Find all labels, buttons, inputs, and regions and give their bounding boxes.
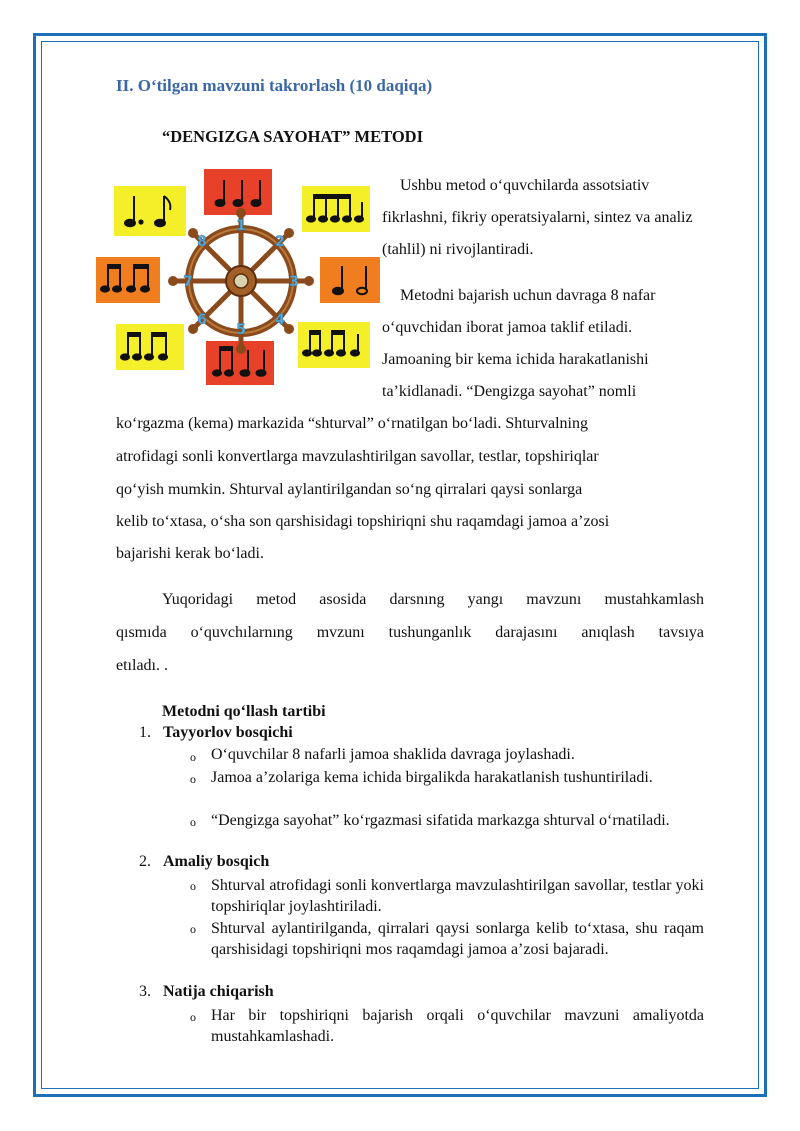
wheel-number: 5 [236, 322, 246, 338]
wheel-number: 7 [183, 274, 193, 290]
list-item: Shturval atrofidagi sonli konvertlarga mavzulashtirilgan savollar, testlar yoki topshiriqlar joylashtiriladi. [211, 877, 704, 915]
list-item: “Dengizga sayohat” ko‘rgazmasi sifatida markazga shturval o‘rnatiladi. [211, 812, 670, 829]
wheel-number: 6 [197, 312, 207, 328]
intro-paragraph-1: Ushbu metod o‘quvchilarda assotsiativ fikrlashni, fikriy operatsiyalarni, sintez va analiz (tahlil) ni rivojlantiradi. [382, 177, 693, 258]
section-heading: II. O‘tilgan mavzuni takrorlash (10 daqiqa) [116, 76, 433, 95]
wheel-number: 8 [197, 234, 207, 250]
step-title: Tayyorlov bosqichi [163, 724, 293, 741]
list-item: Har bir topshiriqni bajarish orqali o‘quvchilar mavzuni amaliyotda mustahkamlashadi. [211, 1007, 704, 1045]
rhythm-card-bottom-right [298, 322, 370, 368]
rhythm-card-bottom-left [116, 324, 184, 370]
step-number: 2. [139, 853, 151, 870]
order-title: Metodni qo‘llash tartibi [162, 703, 326, 720]
wheel-number: 3 [289, 274, 299, 290]
intro-line: kelib to‘xtasa, o‘sha son qarshisidagi topshiriqni shu raqamdagi jamoa a’zosi [116, 513, 610, 530]
bullet-icon: o [190, 772, 196, 786]
list-item: O‘quvchilar 8 nafarli jamoa shaklida davraga joylashadi. [211, 746, 575, 763]
bullet-icon: o [190, 922, 196, 936]
wheel-number: 1 [236, 218, 246, 234]
step-number: 1. [139, 724, 151, 741]
bullet-icon: o [190, 815, 196, 829]
list-item: Jamoa a’zolariga kema ichida birgalikda harakatlanish tushuntiriladi. [211, 769, 653, 786]
rhythm-card-left [96, 257, 160, 303]
summary-line: Yuqoridagi metod asosida darsnıng yangı mavzunı mustahkamlash [162, 591, 704, 608]
step-number: 3. [139, 983, 151, 1000]
step-title: Natija chiqarish [163, 983, 274, 1000]
ship-wheel-figure [96, 166, 386, 388]
summary-line: etıladı. . [116, 657, 168, 674]
rhythm-card-right [320, 257, 380, 303]
intro-line: qo‘yish mumkin. Shturval aylantirilgandan so‘ng qirralari qaysi sonlarga [116, 481, 583, 498]
rhythm-card-top [204, 169, 272, 215]
bullet-icon: o [190, 750, 196, 764]
wheel-number: 2 [275, 234, 285, 250]
bullet-icon: o [190, 1010, 196, 1024]
method-title: “DENGIZGA SAYOHAT” METODI [162, 127, 424, 146]
rhythm-card-top-left [114, 186, 186, 236]
intro-line: atrofidagi sonli konvertlarga mavzulashtirilgan savollar, testlar, topshiriqlar [116, 448, 599, 465]
intro-paragraph-2: Metodni bajarish uchun davraga 8 nafar o‘quvchidan iborat jamoa taklif etiladi. Jamoaning bir kema ichida harakatlanishi ta’kidlanadi. “Dengizga sayohat” nomli [382, 287, 656, 400]
step-title: Amaliy bosqich [163, 853, 270, 870]
wheel-number: 4 [275, 312, 285, 328]
rhythm-card-top-right [302, 186, 370, 232]
intro-line: ko‘rgazma (kema) markazida “shturval” o‘rnatilgan bo‘ladi. Shturvalning [116, 415, 588, 432]
bullet-icon: o [190, 879, 196, 893]
summary-line: qısmıda o‘quvchılarnıng mvzunı tushunganlık darajasını anıqlash tavsıya [116, 624, 704, 641]
list-item: Shturval aylantirilganda, qirralari qaysi sonlarga kelib to‘xtasa, shu raqam qarshisidagi topshiriqni mos raqamdagi jamoa a’zosi bajaradi. [211, 920, 704, 958]
intro-line: bajarishi kerak bo‘ladi. [116, 545, 264, 562]
